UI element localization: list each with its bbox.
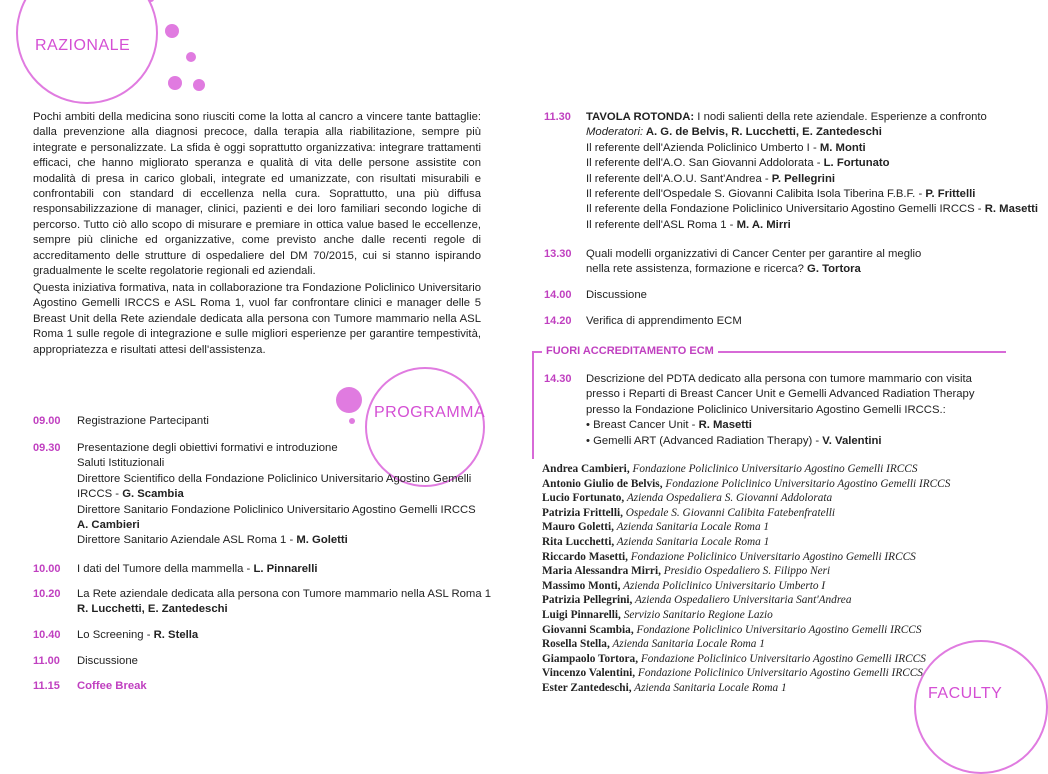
program-line: Direttore Sanitario Aziendale ASL Roma 1 - M. Goletti <box>77 534 348 547</box>
faculty-item: Massimo Monti, Azienda Policlinico Universitario Umberto I <box>542 579 826 592</box>
speaker-name: A. Cambieri <box>77 519 140 532</box>
program-entry: Lo Screening - R. Stella <box>77 629 199 641</box>
program-entry: La Rete aziendale dedicata alla persona con Tumore mammario nella ASL Roma 1 R. Lucchetti, E. Zantedeschi <box>77 588 492 616</box>
razionale-dot-decoration <box>148 0 154 2</box>
referente-line: Il referente dell'A.O. San Giovanni Addolorata - L. Fortunato <box>586 157 890 170</box>
speaker-name: R. Lucchetti, E. Zantedeschi <box>77 603 228 616</box>
faculty-item: Giovanni Scambia, Fondazione Policlinico Universitario Agostino Gemelli IRCCS <box>542 623 922 636</box>
program-entry: Discussione <box>586 289 647 301</box>
program-entry: I dati del Tumore della mammella - L. Pinnarelli <box>77 563 318 575</box>
programma-dot-decoration <box>349 418 355 424</box>
referente-line: Il referente della Fondazione Policlinico Universitario Agostino Gemelli IRCCS - R. Masetti <box>586 203 1039 216</box>
razionale-dot-decoration <box>168 76 182 90</box>
razionale-dot-decoration <box>193 79 205 91</box>
faculty-item: Giampaolo Tortora, Fondazione Policlinico Universitario Agostino Gemelli IRCCS <box>542 652 926 665</box>
speaker-name: R. Stella <box>153 629 199 641</box>
program-time: 10.00 <box>33 563 61 575</box>
coffee-break: Coffee Break <box>77 680 147 692</box>
faculty-item: Andrea Cambieri, Fondazione Policlinico Universitario Agostino Gemelli IRCCS <box>542 463 918 475</box>
razionale-paragraph-1: Pochi ambiti della medicina sono riusciti come la lotta al cancro a vincere tante battaglie: dalla prevenzione alla diagnosi precoce, dalla terapia alla riabilitazione, sempre più integrate e personalizzate. La sfida è oggi soprattutto organizzativa: integrare trattamenti efficaci, che hanno migliorato speranza e qualità di vita delle persone assistite con modalità di presa in carico globali, integrate ed umanizzate, con risultati misurabili e confrontabili con standard di eccellenza nella cura. Soprattutto, una più diffusa responsabilizzazione di manager, clinici, pazienti e dei loro familiari secondo logiche di percorso. Tutto ciò allo scopo di misurare e premiare in ottica value based le eccellenze, sempre più cliniche ed organizzative, come previsto anche dalle recenti regole di accreditamento delle strutture di ospedaliere del DM 70/2015, cui si stanno ispirando gradualmente le scelte regolatorie regionali ed aziendali. <box>33 111 481 278</box>
faculty-item: Rita Lucchetti, Azienda Sanitaria Locale Roma 1 <box>542 535 770 548</box>
referente-line: Il referente dell'A.O.U. Sant'Andrea - P. Pellegrini <box>586 172 835 185</box>
faculty-heading: FACULTY <box>928 685 1003 702</box>
program-entry: Registrazione Partecipanti <box>77 415 209 427</box>
program-time: 14.20 <box>544 315 572 327</box>
program-entry: Discussione <box>77 655 138 667</box>
program-time: 11.15 <box>33 680 60 692</box>
program-time: 09.30 <box>33 442 61 454</box>
bullet-item: • Gemelli ART (Advanced Radiation Therapy) - V. Valentini <box>586 434 882 447</box>
bullet-item: • Breast Cancer Unit - R. Masetti <box>586 419 752 432</box>
program-time: 11.00 <box>33 655 60 667</box>
programma-dot-decoration <box>336 387 362 413</box>
program-time: 14.00 <box>544 289 572 301</box>
faculty-item: Maria Alessandra Mirri, Presidio Ospedaliero S. Filippo Neri <box>542 565 831 578</box>
razionale-dot-decoration <box>165 24 179 38</box>
program-line: Direttore Sanitario Fondazione Policlinico Universitario Agostino Gemelli IRCCS <box>77 503 476 516</box>
program-line: Presentazione degli obiettivi formativi e introduzione <box>77 442 338 454</box>
program-entry <box>77 441 497 549</box>
program-entry: Verifica di apprendimento ECM <box>586 315 742 327</box>
faculty-item: Antonio Giulio de Belvis, Fondazione Policlinico Universitario Agostino Gemelli IRCCS <box>542 477 951 490</box>
program-line: Direttore Scientifico della Fondazione Policlinico Universitario Agostino Gemelli <box>77 472 472 485</box>
razionale-paragraph-2: Questa iniziativa formativa, nata in collaborazione tra Fondazione Policlinico Universitario Agostino Gemelli IRCCS e ASL Roma 1, vuol far confrontare clinici e manager delle 5 Breast Unit della Rete aziendale dedicata alla persona con Tumore mammario nella ASL Roma 1 sulle regole di integrazione e sulle migliori esperienze per garantire tempestività, appropriatezza e risultati attesi dell'assistenza. <box>33 282 481 356</box>
razionale-dot-decoration <box>186 52 196 62</box>
speaker-name: G. Scambia <box>122 488 184 501</box>
program-time: 10.20 <box>33 588 61 600</box>
tavola-rotonda-block: TAVOLA ROTONDA: I nodi salienti della rete aziendale. Esperienze a confronto Moderatori: A. G. de Belvis, R. Lucchetti, E. Zantedeschi Il referente dell'Azienda Policlinico Umberto I - M. Monti Il referente dell'A.O. San Giovanni Addolorata - L. Fortunato Il referente dell'A.O.U. Sant'Andrea - P. Pellegrini Il referente dell'Ospedale S. Giovanni Calibita Isola Tiberina F.B.F. - P. Frittelli Il referente della Fondazione Policlinico Universitario Agostino Gemelli IRCCS - R. Masetti Il referente dell'ASL Roma 1 - M. A. Mirri <box>586 110 1006 233</box>
programma-heading: PROGRAMMA <box>374 404 486 421</box>
faculty-item: Ester Zantedeschi, Azienda Sanitaria Locale Roma 1 <box>542 681 787 694</box>
program-time: 09.00 <box>33 415 61 427</box>
faculty-item: Patrizia Pellegrini, Azienda Ospedaliero Universitaria Sant'Andrea <box>542 594 852 607</box>
fuori-accreditamento-heading: FUORI ACCREDITAMENTO ECM <box>542 345 718 357</box>
referente-line: Il referente dell'ASL Roma 1 - M. A. Mirri <box>586 218 791 231</box>
faculty-item: Mauro Goletti, Azienda Sanitaria Locale Roma 1 <box>542 521 770 534</box>
program-time: 10.40 <box>33 629 61 641</box>
program-line: Saluti Istituzionali <box>77 457 165 470</box>
faculty-item: Lucio Fortunato, Azienda Ospedaliera S. Giovanni Addolorata <box>542 492 833 505</box>
faculty-item: Rosella Stella, Azienda Sanitaria Locale Roma 1 <box>542 638 765 651</box>
program-time: 11.30 <box>544 111 571 123</box>
speaker-name: M. Goletti <box>296 534 348 547</box>
program-entry: Descrizione del PDTA dedicato alla persona con tumore mammario con visita presso i Reparti di Breast Cancer Unit e Gemelli Advanced Radiation Therapy presso la Fondazione Policlinico Universitario Agostino Gemelli IRCCS.: • Breast Cancer Unit - R. Masetti • Gemelli ART (Advanced Radiation Therapy) - V. Valentini <box>586 372 1006 449</box>
razionale-heading: RAZIONALE <box>35 37 131 54</box>
program-time: 13.30 <box>544 248 572 260</box>
faculty-item: Luigi Pinnarelli, Servizio Sanitario Regione Lazio <box>542 608 773 621</box>
program-entry: Quali modelli organizzativi di Cancer Center per garantire al meglio nella rete assistenza, formazione e ricerca? G. Tortora <box>586 248 922 276</box>
referente-line: Il referente dell'Ospedale S. Giovanni Calibita Isola Tiberina F.B.F. - P. Frittelli <box>586 188 976 201</box>
referente-line: Il referente dell'Azienda Policlinico Umberto I - M. Monti <box>586 141 866 154</box>
faculty-item: Patrizia Frittelli, Ospedale S. Giovanni Calibita Fatebenfratelli <box>542 506 836 519</box>
faculty-item: Vincenzo Valentini, Fondazione Policlinico Universitario Agostino Gemelli IRCCS <box>542 667 923 680</box>
program-line: IRCCS - G. Scambia <box>77 488 184 501</box>
speaker-name: L. Pinnarelli <box>253 563 318 575</box>
speaker-name: G. Tortora <box>807 263 861 276</box>
program-line <box>77 518 497 533</box>
faculty-item: Riccardo Masetti, Fondazione Policlinico Universitario Agostino Gemelli IRCCS <box>542 550 916 563</box>
faculty-ring-decoration <box>914 640 1048 774</box>
program-time: 14.30 <box>544 373 572 385</box>
